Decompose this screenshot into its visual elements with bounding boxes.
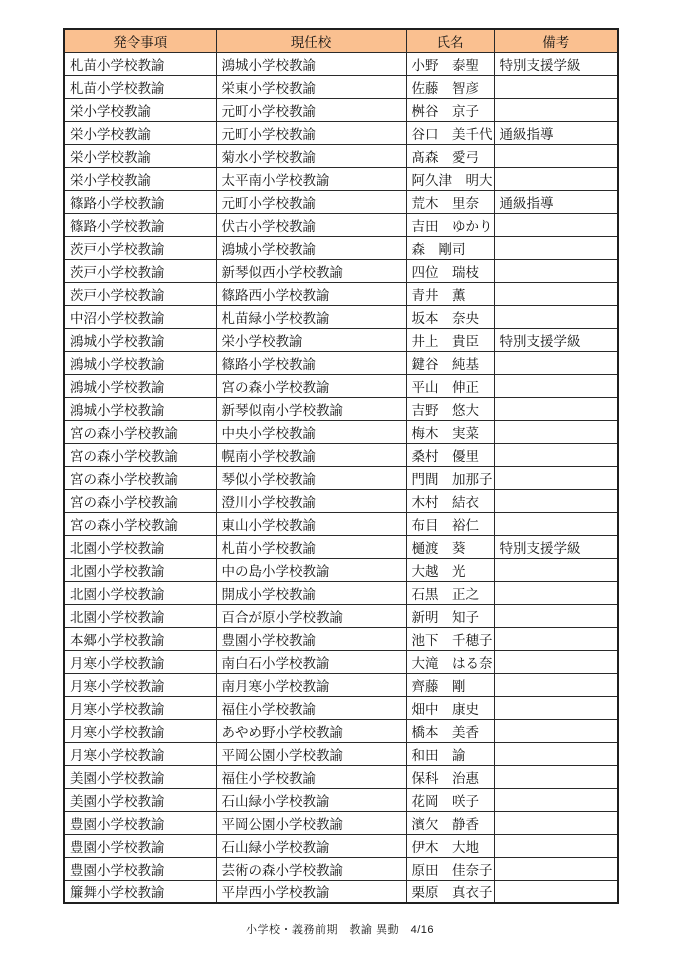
- cell-name: 四位 瑞枝: [406, 259, 494, 282]
- cell-appointment: 札苗小学校教諭: [64, 75, 216, 98]
- cell-name: 木村 結衣: [406, 489, 494, 512]
- cell-remarks: [494, 558, 618, 581]
- table-header: [64, 29, 618, 52]
- cell-appointment: 美園小学校教諭: [64, 765, 216, 788]
- cell-name: 森 剛司: [406, 236, 494, 259]
- cell-remarks: 特別支援学級: [494, 52, 618, 75]
- cell-appointment: 篠路小学校教諭: [64, 190, 216, 213]
- table-row: [64, 604, 618, 627]
- cell-current-school: 新琴似南小学校教諭: [216, 397, 406, 420]
- table-row: [64, 52, 618, 75]
- cell-current-school: 伏古小学校教諭: [216, 213, 406, 236]
- cell-name: 和田 諭: [406, 742, 494, 765]
- table-row: [64, 489, 618, 512]
- cell-remarks: [494, 466, 618, 489]
- table-row: [64, 581, 618, 604]
- cell-appointment: 月寒小学校教諭: [64, 719, 216, 742]
- cell-appointment: 札苗小学校教諭: [64, 52, 216, 75]
- cell-appointment: 美園小学校教諭: [64, 788, 216, 811]
- table-row: [64, 535, 618, 558]
- cell-current-school: 新琴似西小学校教諭: [216, 259, 406, 282]
- cell-name: 吉野 悠大: [406, 397, 494, 420]
- cell-remarks: [494, 696, 618, 719]
- table-row: [64, 144, 618, 167]
- cell-current-school: 鴻城小学校教諭: [216, 52, 406, 75]
- cell-appointment: 鴻城小学校教諭: [64, 397, 216, 420]
- table-row: [64, 328, 618, 351]
- page-footer: 小学校・義務前期 教諭 異動 4/16: [246, 924, 434, 936]
- cell-name: 門間 加那子: [406, 466, 494, 489]
- cell-current-school: 福住小学校教諭: [216, 765, 406, 788]
- table-row: [64, 811, 618, 834]
- column-header: 現任校: [216, 29, 406, 52]
- cell-remarks: [494, 765, 618, 788]
- cell-remarks: [494, 351, 618, 374]
- cell-name: 布目 裕仁: [406, 512, 494, 535]
- cell-remarks: [494, 719, 618, 742]
- cell-appointment: 中沼小学校教諭: [64, 305, 216, 328]
- cell-name: 大滝 はる奈: [406, 650, 494, 673]
- cell-appointment: 宮の森小学校教諭: [64, 420, 216, 443]
- cell-name: 谷口 美千代: [406, 121, 494, 144]
- cell-remarks: [494, 374, 618, 397]
- table-row: [64, 397, 618, 420]
- table-row: [64, 742, 618, 765]
- cell-remarks: [494, 857, 618, 880]
- cell-current-school: 栄東小学校教諭: [216, 75, 406, 98]
- cell-remarks: [494, 880, 618, 903]
- cell-appointment: 鴻城小学校教諭: [64, 351, 216, 374]
- table-row: [64, 190, 618, 213]
- cell-appointment: 月寒小学校教諭: [64, 742, 216, 765]
- cell-name: 原田 佳奈子: [406, 857, 494, 880]
- cell-remarks: [494, 236, 618, 259]
- cell-name: 伊木 大地: [406, 834, 494, 857]
- cell-remarks: [494, 98, 618, 121]
- cell-remarks: [494, 834, 618, 857]
- cell-name: 荒木 里奈: [406, 190, 494, 213]
- table-row: [64, 834, 618, 857]
- cell-appointment: 茨戸小学校教諭: [64, 259, 216, 282]
- cell-current-school: 豊園小学校教諭: [216, 627, 406, 650]
- cell-appointment: 栄小学校教諭: [64, 121, 216, 144]
- cell-name: 濱欠 静香: [406, 811, 494, 834]
- cell-appointment: 鴻城小学校教諭: [64, 328, 216, 351]
- table-row: [64, 466, 618, 489]
- cell-remarks: 通級指導: [494, 190, 618, 213]
- cell-remarks: [494, 650, 618, 673]
- cell-appointment: 栄小学校教諭: [64, 98, 216, 121]
- table-row: [64, 558, 618, 581]
- cell-name: 阿久津 明大: [406, 167, 494, 190]
- cell-name: 栗原 真衣子: [406, 880, 494, 903]
- cell-name: 齊藤 剛: [406, 673, 494, 696]
- cell-remarks: [494, 581, 618, 604]
- cell-appointment: 本郷小学校教諭: [64, 627, 216, 650]
- personnel-transfer-table: [63, 28, 619, 904]
- cell-current-school: 札苗小学校教諭: [216, 535, 406, 558]
- cell-name: 石黒 正之: [406, 581, 494, 604]
- cell-remarks: [494, 811, 618, 834]
- cell-remarks: [494, 397, 618, 420]
- cell-current-school: 開成小学校教諭: [216, 581, 406, 604]
- cell-current-school: 平岡公園小学校教諭: [216, 742, 406, 765]
- table-row: [64, 282, 618, 305]
- cell-name: 佐藤 智彦: [406, 75, 494, 98]
- cell-appointment: 茨戸小学校教諭: [64, 236, 216, 259]
- table-row: [64, 121, 618, 144]
- cell-remarks: [494, 144, 618, 167]
- cell-remarks: [494, 213, 618, 236]
- cell-name: 桝谷 京子: [406, 98, 494, 121]
- table-row: [64, 98, 618, 121]
- table-row: [64, 305, 618, 328]
- cell-remarks: [494, 282, 618, 305]
- cell-appointment: 鴻城小学校教諭: [64, 374, 216, 397]
- table-row: [64, 512, 618, 535]
- cell-current-school: 中央小学校教諭: [216, 420, 406, 443]
- cell-name: 大越 光: [406, 558, 494, 581]
- cell-appointment: 豊園小学校教諭: [64, 834, 216, 857]
- cell-name: 樋渡 葵: [406, 535, 494, 558]
- cell-current-school: 札苗緑小学校教諭: [216, 305, 406, 328]
- table-row: [64, 351, 618, 374]
- cell-current-school: 宮の森小学校教諭: [216, 374, 406, 397]
- cell-appointment: 栄小学校教諭: [64, 144, 216, 167]
- table-row: [64, 719, 618, 742]
- cell-current-school: 篠路西小学校教諭: [216, 282, 406, 305]
- cell-current-school: 南月寒小学校教諭: [216, 673, 406, 696]
- cell-appointment: 茨戸小学校教諭: [64, 282, 216, 305]
- cell-remarks: [494, 167, 618, 190]
- cell-current-school: 芸術の森小学校教諭: [216, 857, 406, 880]
- cell-remarks: [494, 305, 618, 328]
- cell-name: 坂本 奈央: [406, 305, 494, 328]
- cell-appointment: 宮の森小学校教諭: [64, 466, 216, 489]
- cell-remarks: 通級指導: [494, 121, 618, 144]
- table-row: [64, 443, 618, 466]
- cell-name: 橋本 美香: [406, 719, 494, 742]
- cell-appointment: 北園小学校教諭: [64, 558, 216, 581]
- cell-current-school: 鴻城小学校教諭: [216, 236, 406, 259]
- cell-appointment: 宮の森小学校教諭: [64, 512, 216, 535]
- table-row: [64, 650, 618, 673]
- cell-name: 髙森 愛弓: [406, 144, 494, 167]
- cell-appointment: 栄小学校教諭: [64, 167, 216, 190]
- cell-current-school: 東山小学校教諭: [216, 512, 406, 535]
- cell-name: 吉田 ゆかり: [406, 213, 494, 236]
- cell-appointment: 北園小学校教諭: [64, 581, 216, 604]
- table-row: [64, 213, 618, 236]
- cell-name: 新明 知子: [406, 604, 494, 627]
- cell-name: 花岡 咲子: [406, 788, 494, 811]
- cell-current-school: 元町小学校教諭: [216, 98, 406, 121]
- cell-appointment: 宮の森小学校教諭: [64, 443, 216, 466]
- cell-name: 青井 薫: [406, 282, 494, 305]
- cell-name: 畑中 康史: [406, 696, 494, 719]
- table-row: [64, 420, 618, 443]
- column-header: 備考: [494, 29, 618, 52]
- cell-current-school: 栄小学校教諭: [216, 328, 406, 351]
- cell-current-school: 中の島小学校教諭: [216, 558, 406, 581]
- cell-appointment: 月寒小学校教諭: [64, 650, 216, 673]
- table-body: [64, 52, 618, 903]
- table-row: [64, 259, 618, 282]
- cell-remarks: [494, 627, 618, 650]
- table-row: [64, 374, 618, 397]
- table-header-row: [64, 29, 618, 52]
- cell-name: 鍵谷 純基: [406, 351, 494, 374]
- cell-current-school: 百合が原小学校教諭: [216, 604, 406, 627]
- cell-name: 井上 貴臣: [406, 328, 494, 351]
- table-row: [64, 673, 618, 696]
- cell-current-school: 石山緑小学校教諭: [216, 834, 406, 857]
- table-row: [64, 788, 618, 811]
- cell-appointment: 月寒小学校教諭: [64, 673, 216, 696]
- cell-current-school: あやめ野小学校教諭: [216, 719, 406, 742]
- cell-current-school: 元町小学校教諭: [216, 190, 406, 213]
- column-header: 発令事項: [64, 29, 216, 52]
- cell-current-school: 篠路小学校教諭: [216, 351, 406, 374]
- cell-name: 平山 伸正: [406, 374, 494, 397]
- cell-appointment: 豊園小学校教諭: [64, 811, 216, 834]
- cell-remarks: [494, 75, 618, 98]
- cell-remarks: [494, 673, 618, 696]
- cell-name: 梅木 実菜: [406, 420, 494, 443]
- cell-remarks: [494, 788, 618, 811]
- cell-name: 小野 泰聖: [406, 52, 494, 75]
- cell-current-school: 平岸西小学校教諭: [216, 880, 406, 903]
- cell-appointment: 簾舞小学校教諭: [64, 880, 216, 903]
- cell-current-school: 南白石小学校教諭: [216, 650, 406, 673]
- cell-current-school: 菊水小学校教諭: [216, 144, 406, 167]
- cell-appointment: 篠路小学校教諭: [64, 213, 216, 236]
- table-row: [64, 696, 618, 719]
- table-row: [64, 627, 618, 650]
- cell-remarks: 特別支援学級: [494, 328, 618, 351]
- cell-current-school: 福住小学校教諭: [216, 696, 406, 719]
- table-row: [64, 765, 618, 788]
- cell-current-school: 平岡公園小学校教諭: [216, 811, 406, 834]
- cell-remarks: [494, 443, 618, 466]
- cell-name: 保科 治惠: [406, 765, 494, 788]
- cell-name: 桑村 優里: [406, 443, 494, 466]
- cell-current-school: 琴似小学校教諭: [216, 466, 406, 489]
- cell-remarks: 特別支援学級: [494, 535, 618, 558]
- cell-name: 池下 千穂子: [406, 627, 494, 650]
- table-row: [64, 75, 618, 98]
- cell-appointment: 北園小学校教諭: [64, 535, 216, 558]
- cell-current-school: 幌南小学校教諭: [216, 443, 406, 466]
- table-row: [64, 880, 618, 903]
- cell-appointment: 豊園小学校教諭: [64, 857, 216, 880]
- cell-remarks: [494, 604, 618, 627]
- cell-appointment: 宮の森小学校教諭: [64, 489, 216, 512]
- column-header: 氏名: [406, 29, 494, 52]
- cell-remarks: [494, 489, 618, 512]
- cell-current-school: 石山緑小学校教諭: [216, 788, 406, 811]
- cell-remarks: [494, 742, 618, 765]
- table-row: [64, 167, 618, 190]
- cell-current-school: 澄川小学校教諭: [216, 489, 406, 512]
- cell-current-school: 太平南小学校教諭: [216, 167, 406, 190]
- table-row: [64, 236, 618, 259]
- cell-appointment: 北園小学校教諭: [64, 604, 216, 627]
- cell-remarks: [494, 512, 618, 535]
- cell-appointment: 月寒小学校教諭: [64, 696, 216, 719]
- cell-remarks: [494, 420, 618, 443]
- table-row: [64, 857, 618, 880]
- cell-current-school: 元町小学校教諭: [216, 121, 406, 144]
- cell-remarks: [494, 259, 618, 282]
